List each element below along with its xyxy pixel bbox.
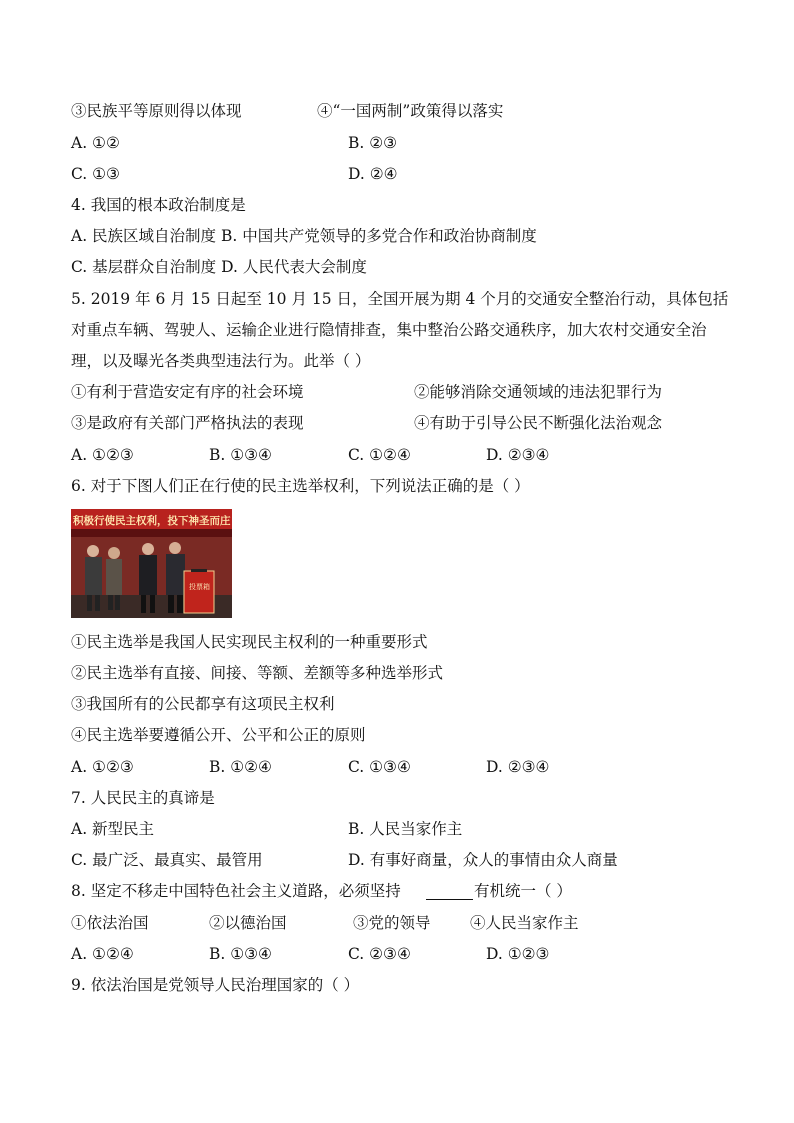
q9-stem: 9. 依法治国是党领导人民治理国家的（ ） [71, 976, 360, 994]
q7-choice-c: C. 最广泛、最真实、最管用 [71, 851, 263, 869]
q8-option-3: ③党的领导 [353, 914, 431, 932]
q6-option-1: ①民主选举是我国人民实现民主权利的一种重要形式 [71, 633, 428, 651]
q5-stem-2: 对重点车辆、驾驶人、运输企业进行隐情排查，集中整治公路交通秩序，加大农村交通安全治 [71, 321, 707, 339]
q8-choice-b: B. ①③④ [209, 945, 272, 963]
q6-option-2: ②民主选举有直接、间接、等额、差额等多种选举形式 [71, 664, 444, 682]
q5-stem-3: 理，以及曝光各类典型违法行为。此举（ ） [71, 352, 371, 370]
q3-choice-c: C. ①③ [71, 165, 120, 183]
q7-stem: 7. 人民民主的真谛是 [71, 789, 215, 807]
q6-choice-c: C. ①③④ [348, 758, 411, 776]
q3-choice-b: B. ②③ [348, 134, 398, 152]
q7-choice-b: B. 人民当家作主 [348, 820, 463, 838]
q8-stem-part-2: 有机统一（ ） [474, 882, 572, 900]
q6-choice-b: B. ①②④ [209, 758, 272, 776]
q3-choice-d: D. ②④ [348, 165, 398, 183]
q7-choice-a: A. 新型民主 [71, 820, 155, 838]
q8-choice-a: A. ①②④ [71, 945, 134, 963]
q6-option-4: ④民主选举要遵循公开、公平和公正的原则 [71, 726, 366, 744]
q8-stem-part-1: 8. 坚定不移走中国特色社会主义道路，必须坚持 [71, 882, 401, 900]
q5-choice-a: A. ①②③ [71, 446, 134, 464]
q5-choice-c: C. ①②④ [348, 446, 411, 464]
q5-stem-1: 5. 2019 年 6 月 15 日起至 10 月 15 日，全国开展为期 4 个月的交通安全整治行动，具体包括 [71, 290, 729, 308]
q4-choices-ab: A. 民族区域自治制度 B. 中国共产党领导的多党合作和政治协商制度 [71, 227, 537, 245]
ballot-box-icon [184, 569, 214, 613]
q8-choice-d: D. ①②③ [486, 945, 550, 963]
q8-option-4: ④人民当家作主 [470, 914, 579, 932]
q5-choice-d: D. ②③④ [486, 446, 550, 464]
q8-blank [426, 899, 473, 900]
q6-choice-a: A. ①②③ [71, 758, 134, 776]
q8-option-2: ②以德治国 [209, 914, 287, 932]
q5-option-2: ②能够消除交通领域的违法犯罪行为 [414, 383, 663, 401]
q7-choice-d: D. 有事好商量，众人的事情由众人商量 [348, 851, 618, 869]
q4-choices-cd: C. 基层群众自治制度 D. 人民代表大会制度 [71, 258, 367, 276]
q6-choice-d: D. ②③④ [486, 758, 550, 776]
q5-option-3: ③是政府有关部门严格执法的表现 [71, 414, 304, 432]
q5-option-4: ④有助于引导公民不断强化法治观念 [414, 414, 663, 432]
q4-stem: 4. 我国的根本政治制度是 [71, 196, 246, 214]
q8-option-1: ①依法治国 [71, 914, 149, 932]
photo-banner-text: 积极行使民主权利，投下神圣而庄 [73, 515, 231, 527]
election-photo [71, 509, 232, 618]
q3-choice-a: A. ①② [71, 134, 120, 152]
q5-option-1: ①有利于营造安定有序的社会环境 [71, 383, 304, 401]
q3-option-3: ③民族平等原则得以体现 [71, 102, 242, 120]
q3-option-4: ④“一国两制”政策得以落实 [317, 102, 504, 120]
q6-stem: 6. 对于下图人们正在行使的民主选举权利，下列说法正确的是（ ） [71, 477, 530, 495]
q5-choice-b: B. ①③④ [209, 446, 272, 464]
q8-choice-c: C. ②③④ [348, 945, 411, 963]
ballot-box-label: 投票箱 [189, 583, 210, 591]
q6-option-3: ③我国所有的公民都享有这项民主权利 [71, 695, 335, 713]
